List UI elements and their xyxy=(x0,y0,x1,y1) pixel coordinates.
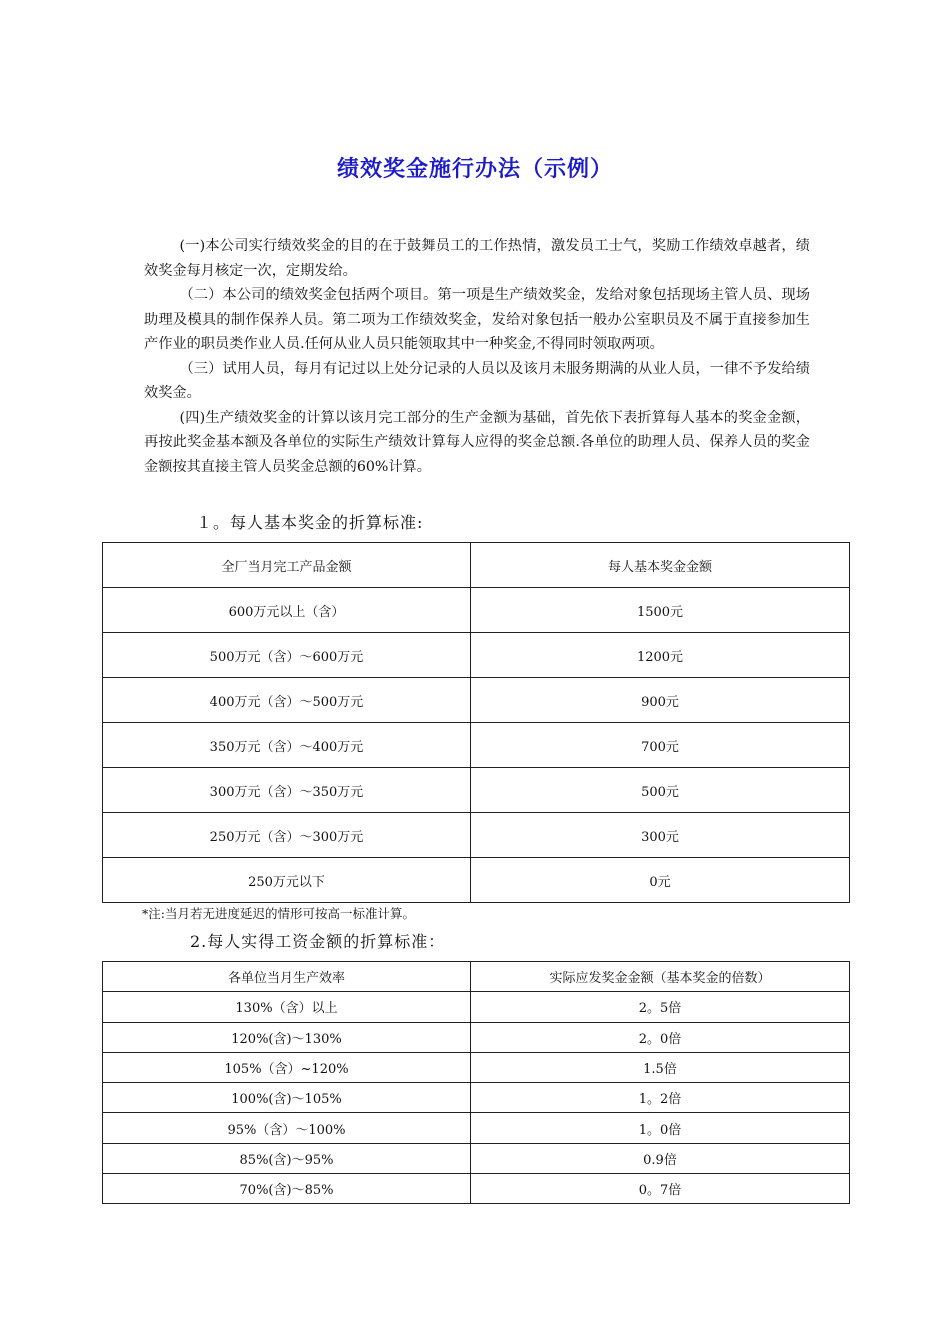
header-cell: 每人基本奖金金额 xyxy=(471,543,850,588)
document-title: 绩效奖金施行办法（示例） xyxy=(336,157,613,182)
basic-bonus-table xyxy=(102,542,850,903)
table-row xyxy=(103,1022,850,1052)
table-cell: 600万元以上（含） xyxy=(103,588,471,633)
table-row xyxy=(103,813,850,858)
table-cell: 120%(含)～130% xyxy=(103,1022,471,1052)
table-row xyxy=(103,723,850,768)
table-note: *注:当月若无进度延迟的情形可按高一标准计算。 xyxy=(142,906,415,921)
table-cell: 500万元（含）～600万元 xyxy=(103,633,471,678)
header-cell: 实际应发奖金金额（基本奖金的倍数） xyxy=(471,962,850,992)
table-cell: 95%（含）～100% xyxy=(103,1113,471,1143)
table-cell: 130%（含）以上 xyxy=(103,992,471,1022)
table-row xyxy=(103,1052,850,1082)
table-header-row xyxy=(103,962,850,992)
table-cell: 105%（含）~120% xyxy=(103,1052,471,1082)
table-row xyxy=(103,678,850,723)
table-row xyxy=(103,992,850,1022)
bonus-multiplier-table xyxy=(102,961,850,1204)
table-cell: 0元 xyxy=(471,858,850,903)
paragraph-3: （三）试用人员，每月有记过以上处分记录的人员以及该月未服务期满的从业人员，一律不予发给绩效奖金。 xyxy=(144,360,810,401)
table-cell: 2。5倍 xyxy=(471,992,850,1022)
table-cell: 0.9倍 xyxy=(471,1143,850,1173)
table-cell: 1500元 xyxy=(471,588,850,633)
table-row xyxy=(103,588,850,633)
header-cell: 各单位当月生产效率 xyxy=(103,962,471,992)
table-row xyxy=(103,858,850,903)
table-cell: 250万元以下 xyxy=(103,858,471,903)
header-cell: 全厂当月完工产品金额 xyxy=(103,543,471,588)
table-cell: 100%(含)～105% xyxy=(103,1083,471,1113)
paragraph-2: （二）本公司的绩效奖金包括两个项目。第一项是生产绩效奖金，发给对象包括现场主管人员、现场助理及模具的制作保养人员。第二项为工作绩效奖金，发给对象包括一般办公室职员及不属于直接参加生产作业的职员类作业人员.任何从业人员只能领取其中一种奖金,不得同时领取两项。 xyxy=(144,287,810,352)
table-cell: 1。2倍 xyxy=(471,1083,850,1113)
paragraph-1: (一)本公司实行绩效奖金的目的在于鼓舞员工的工作热情，激发员工士气，奖励工作绩效卓越者，绩效奖金每月核定一次，定期发给。 xyxy=(144,238,810,279)
section1-heading: １。每人基本奖金的折算标准: xyxy=(196,513,424,532)
table-cell: 0。7倍 xyxy=(471,1174,850,1204)
table-cell: 400万元（含）～500万元 xyxy=(103,678,471,723)
table-cell: 350万元（含）～400万元 xyxy=(103,723,471,768)
table-header-row xyxy=(103,543,850,588)
table-row xyxy=(103,1143,850,1173)
table-cell: 85%(含)～95% xyxy=(103,1143,471,1173)
table-cell: 1.5倍 xyxy=(471,1052,850,1082)
table-row xyxy=(103,1113,850,1143)
paragraph-4: (四)生产绩效奖金的计算以该月完工部分的生产金额为基础，首先依下表折算每人基本的奖金金额，再按此奖金基本额及各单位的实际生产绩效计算每人应得的奖金总额.各单位的助理人员、保养人员的奖金金额按其直接主管人员奖金总额的60%计算。 xyxy=(144,409,810,475)
table-cell: 1。0倍 xyxy=(471,1113,850,1143)
table-cell: 500元 xyxy=(471,768,850,813)
table-cell: 1200元 xyxy=(471,633,850,678)
table-cell: 700元 xyxy=(471,723,850,768)
table-cell: 900元 xyxy=(471,678,850,723)
table-cell: 250万元（含）～300万元 xyxy=(103,813,471,858)
section2-heading: 2.每人实得工资金额的折算标准： xyxy=(190,932,446,951)
table-cell: 2。0倍 xyxy=(471,1022,850,1052)
table-row xyxy=(103,1083,850,1113)
table-cell: 70%(含)～85% xyxy=(103,1174,471,1204)
table-row xyxy=(103,768,850,813)
table-row xyxy=(103,1174,850,1204)
table-cell: 300元 xyxy=(471,813,850,858)
table-row xyxy=(103,633,850,678)
table-cell: 300万元（含）～350万元 xyxy=(103,768,471,813)
body-text xyxy=(144,234,810,479)
